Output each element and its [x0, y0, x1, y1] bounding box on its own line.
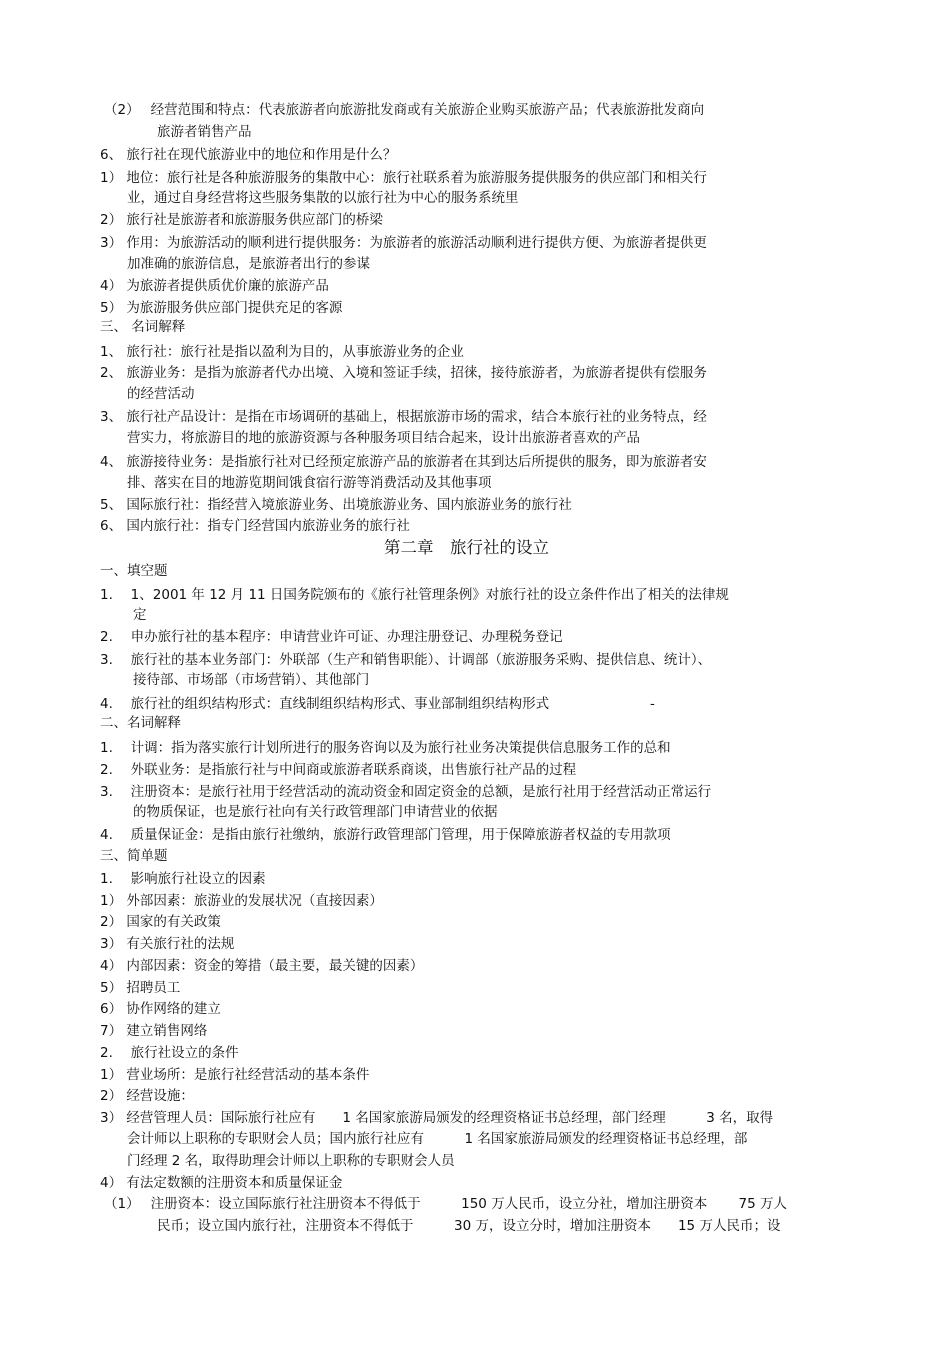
text-line: 会计师以上职称的专职财会人员；国内旅行社应有 1 名国家旅游局颁发的经理资格证书总经理，部	[127, 1131, 748, 1147]
text-line: 接待部、市场部（市场营销）、其他部门	[133, 672, 370, 688]
text-line: 6、 国内旅行社：指专门经营国内旅游业务的旅行社	[100, 518, 410, 534]
text-line: 4. 质量保证金：是指由旅行社缴纳，旅游行政管理部门管理，用于保障旅游者权益的专用款项	[100, 827, 671, 843]
text-line: 旅游者销售产品	[157, 124, 252, 140]
text-line: 5） 为旅游服务供应部门提供充足的客源	[100, 300, 343, 316]
section-heading: 二、名词解释	[100, 715, 181, 731]
text-line: 4. 旅行社的组织结构形式：直线制组织结构形式、事业部制组织结构形式	[100, 696, 550, 712]
text-line: 2、 旅游业务：是指为旅游者代办出境、入境和签证手续，招徕，接待旅游者，为旅游者提供有偿服务	[100, 365, 707, 381]
text-line: 3） 作用：为旅游活动的顺利进行提供服务：为旅游者的旅游活动顺利进行提供方便、为旅游者提供更	[100, 235, 707, 251]
text-line: 3. 旅行社的基本业务部门：外联部（生产和销售职能）、计调部（旅游服务采购、提供信息、统计）、	[100, 652, 712, 668]
chapter-title: 第二章 旅行社的设立	[384, 538, 549, 557]
text-line: 定	[133, 607, 147, 623]
text-line: 6） 协作网络的建立	[100, 1001, 221, 1017]
text-line: 加准确的旅游信息，是旅游者出行的参谋	[127, 256, 370, 272]
text-line: 1. 1、2001 年 12 月 11 日国务院颁布的《旅行社管理条例》对旅行社的设立条件作出了相关的法律规	[100, 587, 729, 603]
text-line: 1） 地位：旅行社是各种旅游服务的集散中心：旅行社联系着为旅游服务提供服务的供应部门和相关行	[100, 170, 707, 186]
text-line: 2. 旅行社设立的条件	[100, 1045, 239, 1061]
section-heading: 三、简单题	[100, 848, 168, 864]
text-line: 业，通过自身经营将这些服务集散的以旅行社为中心的服务系统里	[127, 190, 519, 206]
text-line: 2. 申办旅行社的基本程序：申请营业许可证、办理注册登记、办理税务登记	[100, 629, 563, 645]
text-line: 4） 内部因素：资金的筹措（最主要，最关键的因素）	[100, 958, 424, 974]
text-line: （1） 注册资本：设立国际旅行社注册资本不得低于 150 万人民币，设立分社，增加注册资本 75 万人	[104, 1196, 787, 1212]
text-line: 5） 招聘员工	[100, 980, 181, 996]
text-line: 3） 经营管理人员：国际旅行社应有 1 名国家旅游局颁发的经理资格证书总经理，部门经理 3 名，取得	[100, 1110, 774, 1126]
text-line: 排、落实在目的地游览期间饿食宿行游等消费活动及其他事项	[127, 475, 492, 491]
text-line: 3. 注册资本：是旅行社用于经营活动的流动资金和固定资金的总额，是旅行社用于经营活动正常运行	[100, 784, 712, 800]
text-line: 1） 营业场所：是旅行社经营活动的基本条件	[100, 1067, 370, 1083]
text-line: 4） 有法定数额的注册资本和质量保证金	[100, 1175, 343, 1191]
text-line: 7） 建立销售网络	[100, 1023, 208, 1039]
text-line: 4） 为旅游者提供质优价廉的旅游产品	[100, 278, 329, 294]
text-line: 1、 旅行社：旅行社是指以盈利为目的，从事旅游业务的企业	[100, 344, 464, 360]
text-line: 5、 国际旅行社：指经营入境旅游业务、出境旅游业务、国内旅游业务的旅行社	[100, 497, 572, 513]
text-line: 2） 经营设施：	[100, 1088, 194, 1104]
text-line: 1. 影响旅行社设立的因素	[100, 871, 266, 887]
text-line: 1） 外部因素：旅游业的发展状况（直接因素）	[100, 893, 383, 909]
text-line: 门经理 2 名，取得助理会计师以上职称的专职财会人员	[127, 1153, 455, 1169]
text-line: 的物质保证，也是旅行社向有关行政管理部门申请营业的依据	[133, 804, 498, 820]
text-line: 3） 有关旅行社的法规	[100, 936, 235, 952]
text-line: 3、 旅行社产品设计：是指在市场调研的基础上，根据旅游市场的需求，结合本旅行社的业务特点，经	[100, 409, 707, 425]
text-line: 4、 旅游接待业务：是指旅行社对已经预定旅游产品的旅游者在其到达后所提供的服务，即为旅游者安	[100, 454, 707, 470]
text-line: 2） 国家的有关政策	[100, 914, 221, 930]
section-heading: 三、 名词解释	[100, 319, 186, 335]
text-line: 6、 旅行社在现代旅游业中的地位和作用是什么？	[100, 147, 397, 163]
text-line: （2） 经营范围和特点：代表旅游者向旅游批发商或有关旅游企业购买旅游产品；代表旅游批发商向	[104, 102, 705, 118]
dash-mark: -	[650, 696, 655, 712]
text-line: 民币；设立国内旅行社，注册资本不得低于 30 万，设立分时，增加注册资本 15 万人民币；设	[157, 1218, 781, 1234]
text-line: 的经营活动	[127, 386, 195, 402]
text-line: 2. 外联业务：是指旅行社与中间商或旅游者联系商谈，出售旅行社产品的过程	[100, 762, 577, 778]
section-heading: 一、填空题	[100, 563, 168, 579]
text-line: 2） 旅行社是旅游者和旅游服务供应部门的桥梁	[100, 212, 383, 228]
text-line: 1. 计调：指为落实旅行计划所进行的服务咨询以及为旅行社业务决策提供信息服务工作的总和	[100, 740, 671, 756]
text-line: 营实力，将旅游目的地的旅游资源与各种服务项目结合起来，设计出旅游者喜欢的产品	[127, 430, 640, 446]
